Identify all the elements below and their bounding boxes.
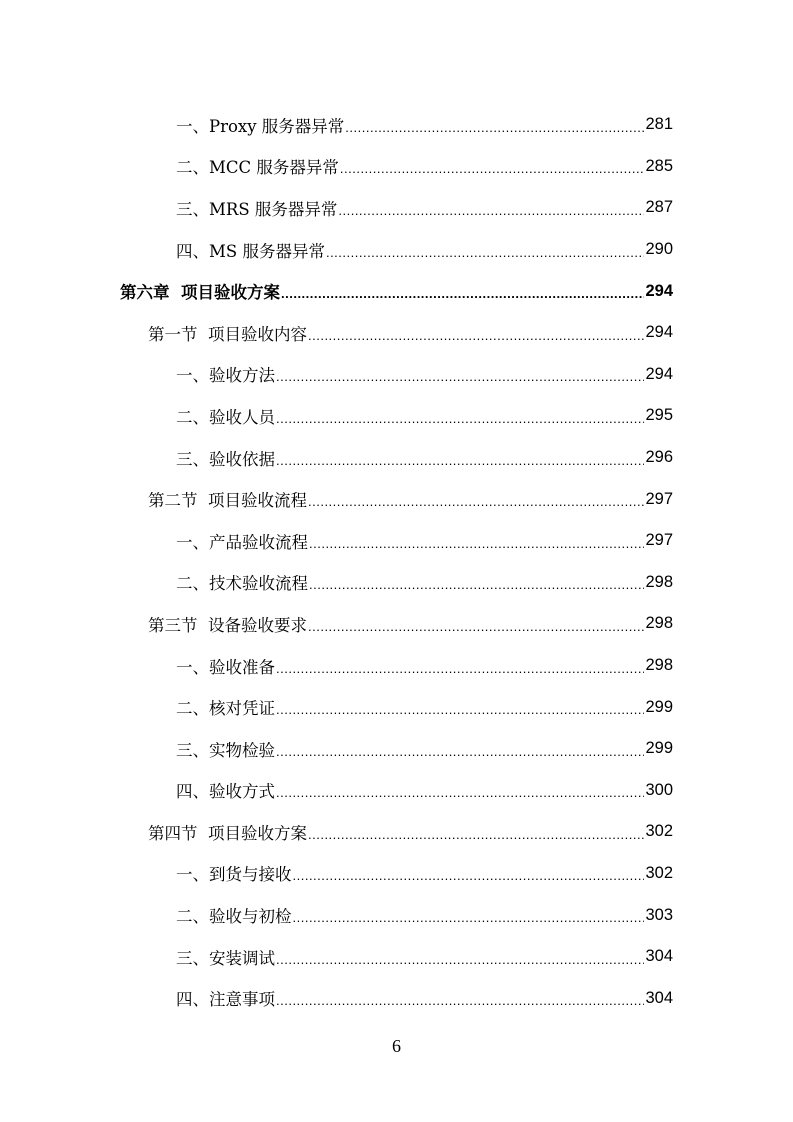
- toc-chapter-title: 第六章 项目验收方案: [120, 283, 280, 303]
- toc-section-title: 第四节 项目验收方案: [148, 823, 307, 843]
- toc-entry-page: 304: [645, 988, 673, 1007]
- toc-entry-title: 二、验收与初检: [176, 907, 292, 927]
- toc-entry-page: 299: [645, 697, 673, 716]
- toc-entry-title: 四、验收方式: [176, 782, 275, 802]
- toc-dot-leader: [276, 365, 644, 383]
- toc-entry-mcc-server-error[interactable]: [0, 146, 793, 188]
- toc-entry-page: 290: [645, 240, 673, 259]
- page-number: 6: [392, 1036, 401, 1056]
- toc-dot-leader: [276, 948, 644, 966]
- table-of-contents: [0, 104, 793, 1019]
- toc-dot-leader: [276, 449, 644, 467]
- toc-entry[interactable]: [0, 770, 793, 812]
- toc-entry-page: 298: [645, 572, 673, 591]
- toc-entry-title: 二、验收人员: [176, 407, 275, 427]
- toc-entry-title: 二、技术验收流程: [176, 574, 308, 594]
- toc-entry-page: 294: [645, 323, 673, 342]
- toc-section-title: 第三节 设备验收要求: [148, 615, 307, 635]
- toc-dot-leader: [308, 823, 644, 841]
- toc-section-title: 第二节 项目验收流程: [148, 491, 307, 511]
- toc-entry-proxy-server-error[interactable]: [0, 104, 793, 146]
- toc-entry-title: 三、验收依据: [176, 449, 275, 469]
- toc-entry-page: 302: [645, 863, 673, 882]
- toc-entry-page: 294: [645, 364, 673, 383]
- toc-entry[interactable]: [0, 936, 793, 978]
- toc-entry-title: 三、安装调试: [176, 948, 275, 968]
- toc-dot-leader: [276, 781, 644, 799]
- toc-dot-leader: [276, 989, 644, 1007]
- toc-entry-page: 297: [645, 489, 673, 508]
- toc-entry-page: 281: [645, 115, 673, 134]
- toc-entry[interactable]: [0, 395, 793, 437]
- toc-entry-page: 297: [645, 531, 673, 550]
- toc-entry-title: 一、产品验收流程: [176, 532, 308, 552]
- toc-entry-page: 298: [645, 614, 673, 633]
- toc-section-1[interactable]: [0, 312, 793, 354]
- toc-dot-leader: [345, 116, 644, 134]
- toc-dot-leader: [309, 573, 644, 591]
- toc-dot-leader: [338, 199, 644, 217]
- toc-section-3[interactable]: [0, 603, 793, 645]
- toc-entry[interactable]: [0, 686, 793, 728]
- toc-entry-page: 285: [645, 156, 673, 175]
- toc-dot-leader: [293, 864, 645, 882]
- toc-dot-leader: [326, 241, 645, 259]
- toc-entry-page: 304: [645, 947, 673, 966]
- toc-dot-leader: [293, 906, 645, 924]
- toc-entry[interactable]: [0, 977, 793, 1019]
- toc-entry-ms-server-error[interactable]: [0, 229, 793, 271]
- toc-entry-title: 一、验收准备: [176, 657, 275, 677]
- toc-section-2[interactable]: [0, 478, 793, 520]
- toc-entry-page: 302: [645, 822, 673, 841]
- toc-entry-page: 294: [645, 281, 673, 300]
- toc-dot-leader: [308, 490, 644, 508]
- toc-entry-title: 一、验收方法: [176, 366, 275, 386]
- toc-entry[interactable]: [0, 437, 793, 479]
- toc-dot-leader: [276, 657, 644, 675]
- toc-entry[interactable]: [0, 853, 793, 895]
- toc-entry-title: 四、注意事项: [176, 990, 275, 1010]
- toc-entry[interactable]: [0, 645, 793, 687]
- toc-entry-page: 300: [645, 780, 673, 799]
- toc-entry-title: 三、MRS 服务器异常: [176, 199, 338, 219]
- toc-entry[interactable]: [0, 894, 793, 936]
- toc-section-title: 第一节 项目验收内容: [148, 324, 307, 344]
- toc-chapter-6[interactable]: [0, 270, 793, 312]
- toc-entry-page: 296: [645, 448, 673, 467]
- toc-entry-page: 287: [645, 198, 673, 217]
- toc-dot-leader: [276, 698, 644, 716]
- toc-dot-leader: [281, 282, 644, 300]
- toc-dot-leader: [340, 157, 645, 175]
- toc-entry[interactable]: [0, 520, 793, 562]
- toc-entry-mrs-server-error[interactable]: [0, 187, 793, 229]
- toc-entry-title: 二、核对凭证: [176, 699, 275, 719]
- toc-dot-leader: [276, 740, 644, 758]
- toc-dot-leader: [276, 407, 644, 425]
- toc-entry-title: 一、Proxy 服务器异常: [176, 116, 345, 136]
- toc-entry[interactable]: [0, 728, 793, 770]
- toc-entry-page: 303: [645, 905, 673, 924]
- toc-section-4[interactable]: [0, 811, 793, 853]
- toc-entry-title: 四、MS 服务器异常: [176, 241, 325, 261]
- toc-entry[interactable]: [0, 354, 793, 396]
- toc-entry-page: 299: [645, 739, 673, 758]
- toc-entry-page: 295: [645, 406, 673, 425]
- toc-dot-leader: [309, 532, 644, 550]
- toc-entry-page: 298: [645, 656, 673, 675]
- toc-entry-title: 三、实物检验: [176, 740, 275, 760]
- toc-entry[interactable]: [0, 562, 793, 604]
- toc-dot-leader: [308, 324, 644, 342]
- toc-entry-title: 一、到货与接收: [176, 865, 292, 885]
- toc-entry-title: 二、MCC 服务器异常: [176, 158, 339, 178]
- toc-dot-leader: [308, 615, 644, 633]
